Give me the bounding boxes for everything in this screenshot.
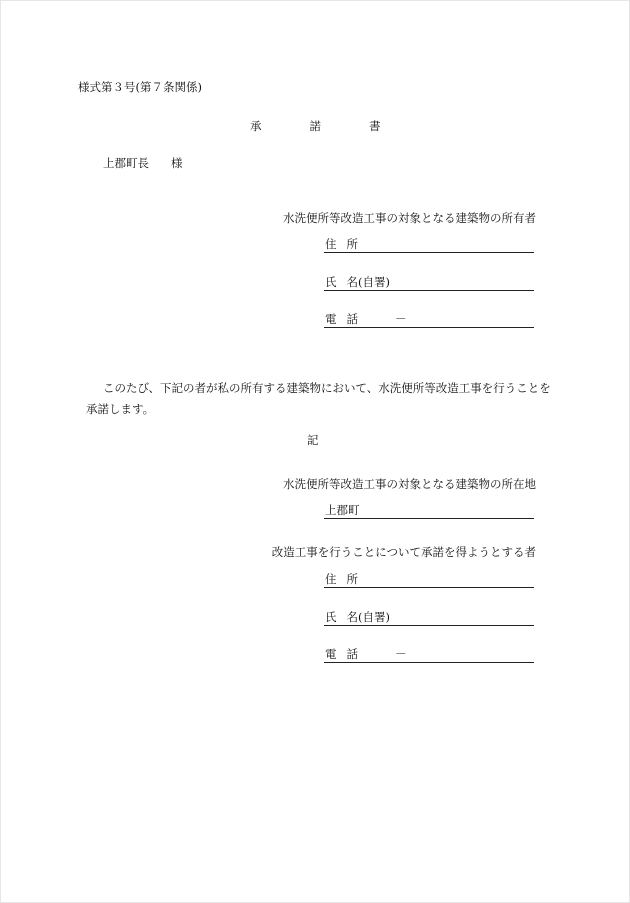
applicant-address-field[interactable] [324, 571, 534, 588]
ki-marker: 記 [307, 433, 319, 447]
consent-statement: このたび、下記の者が私の所有する建築物において、水洗便所等改造工事を行うことを承諾します。 [86, 381, 551, 416]
form-number: 様式第３号(第７条関係) [78, 80, 202, 94]
addressee [103, 156, 183, 170]
applicant-phone-separator: － [395, 647, 407, 661]
owner-address-field[interactable] [324, 236, 534, 253]
location-section-heading: 水洗便所等改造工事の対象となる建築物の所在地 [283, 477, 536, 491]
title-char-1: 承 [250, 119, 262, 133]
applicant-phone-field[interactable] [324, 646, 534, 663]
title-char-3: 書 [369, 119, 381, 133]
owner-phone-separator: － [395, 312, 407, 326]
location-town-prefix: 上郡町 [325, 503, 360, 517]
applicant-name-label: 氏 名(自署) [325, 610, 390, 624]
applicant-name-field[interactable] [324, 609, 534, 626]
document-title [250, 119, 381, 133]
owner-name-label: 氏 名(自署) [325, 275, 390, 289]
owner-section-heading: 水洗便所等改造工事の対象となる建築物の所有者 [283, 211, 536, 225]
applicant-address-label: 住 所 [325, 572, 358, 586]
owner-address-label: 住 所 [325, 237, 358, 251]
addressee-name: 上郡町長 [103, 156, 149, 170]
owner-name-field[interactable] [324, 274, 534, 291]
addressee-honorific: 様 [171, 156, 183, 170]
owner-phone-field[interactable] [324, 311, 534, 328]
location-address-field[interactable] [324, 502, 534, 519]
owner-phone-label: 電 話 [325, 312, 358, 326]
applicant-phone-label: 電 話 [325, 647, 358, 661]
applicant-section-heading: 改造工事を行うことについて承諾を得ようとする者 [271, 545, 536, 559]
title-char-2: 諾 [309, 119, 321, 133]
